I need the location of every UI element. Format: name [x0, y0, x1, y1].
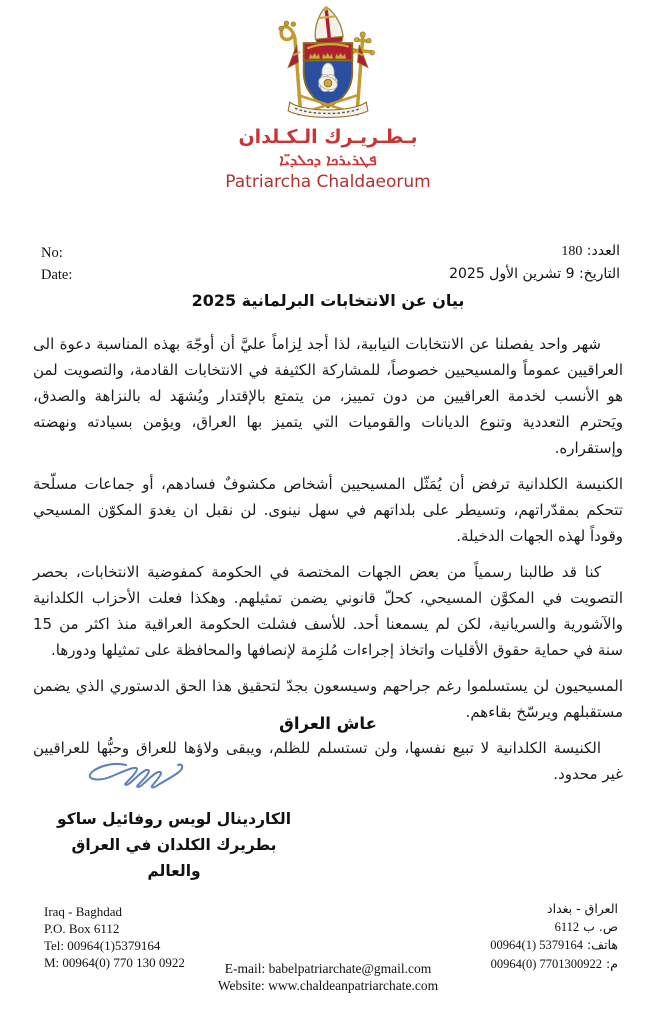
signatory-title: بطريرك الكلدان في العراق والعالم: [71, 836, 277, 880]
ref-date-label: Date:: [41, 267, 73, 283]
footer-contact: [0, 960, 656, 994]
body-paragraph: الكنيسة الكلدانية لا تبيع نفسها، ولن تستسلم للظلم، ويبقى ولاؤها للعراق وحبُّها للعراقيين غير محدود.: [33, 739, 623, 783]
letterhead-syriac-title: ܦܛܪܝܪܟܐ ܕܟܠܕܝ̈ܐ: [279, 151, 377, 169]
ref-date-value: 9 تشرين الأول 2025: [449, 266, 575, 282]
footer-line: Iraq - Baghdad: [44, 904, 122, 919]
body-paragraph: شهر واحد يفصلنا عن الانتخابات النيابية، لذا أجد لِزاماً عليَّ أن أوجّهَ بهذه المناسبة دعوة الى العراقيين عموماً والمسيحيين خصوصاً، للمشاركة الكثيفة في الانتخابات القادمة، والتصويت لمن هو الأنسب لخدمة العراقيين من دون تمييز، من يتمتع بالإقتدار ويُشهَد له بالنزاهة والصدق، ويَحترم التعددية وتنوع الديانات والقوميات التي يتميز بها العراق، ويؤمن بسيادته ونهضته وإستقراره.: [33, 335, 623, 457]
footer-email: E-mail: babelpatriarchate@gmail.com: [224, 961, 432, 976]
ref-number-line: العدد: 180: [561, 243, 620, 259]
handwritten-signature-icon: [80, 753, 198, 797]
footer-line: Tel: 00964(1)5379164: [44, 938, 161, 953]
footer-line: P.O. Box 6112: [44, 921, 120, 936]
footer-line: هاتف: 00964(1) 5379164: [490, 937, 618, 952]
closing-slogan: عاش العراق: [279, 714, 377, 733]
body-paragraph: كنا قد طالبنا رسمياً من بعض الجهات المختصة في الحكومة كمفوضية الانتخابات، بحصر التصويت في المكوَّن المسيحي، كحلّ قانوني يضمن تمثيلهم. وهكذا فعلت الأحزاب الكلدانية والآشورية والسريانية، لكن لم يسمعنا أحد. للأسف فشلت الحكومة العراقية منذ اكثر من 15 سنة في حماية حقوق الأقليات واتخاذ إجراءات مُلزِمة لإنصافها والمحافظة على تمثيلها ودورها.: [33, 563, 623, 659]
patriarchate-coat-of-arms-icon: [267, 5, 389, 123]
statement-title: بيان عن الانتخابات البرلمانية 2025: [191, 291, 465, 310]
reference-labels-en: [41, 242, 72, 286]
footer-line: M: 00964(0) 770 130 0922: [44, 955, 185, 970]
footer-line: العراق - بغداد: [547, 901, 618, 916]
signatory-name: الكاردينال لويس روفائيل ساكو: [56, 810, 292, 828]
signatory-block: [45, 806, 303, 884]
body-paragraph: المسيحيون لن يستسلموا رغم جراحهم وسيسعون بجدّ لتحقيق هذا الحق الدستوري الذي يضمن مستقبلهم ويرسّخ بقاءهم.: [33, 677, 623, 721]
footer-website: Website: www.chaldeanpatriarchate.com: [217, 978, 439, 993]
ref-no-label: No:: [41, 245, 63, 261]
letterhead: [0, 5, 656, 194]
footer-line: ص. ب 6112: [554, 918, 618, 934]
ref-date-line: التاريخ: 9 تشرين الأول 2025: [449, 266, 620, 282]
ref-number-value: 180: [561, 244, 583, 259]
letterhead-arabic-title: بـطـريـرك الـكـلدان: [238, 126, 418, 148]
reference-labels-ar: [449, 240, 620, 285]
footer-line: م: 00964(0) 7701300922: [490, 955, 618, 971]
letterhead-latin-title: Patriarcha Chaldaeorum: [225, 172, 431, 192]
body-paragraph: الكنيسة الكلدانية ترفض أن يُمَثّل المسيحيين أشخاص مكشوفٌ فسادهم، أو جماعات مسلّحة تتحكم بمقدّراتهم، وتسيطر على بلداتهم في سهل نينوى. لن نقبل ان يغدوَ المكوّن المسيحي وقوداً لهذه الجهات الدخيلة.: [33, 475, 623, 545]
